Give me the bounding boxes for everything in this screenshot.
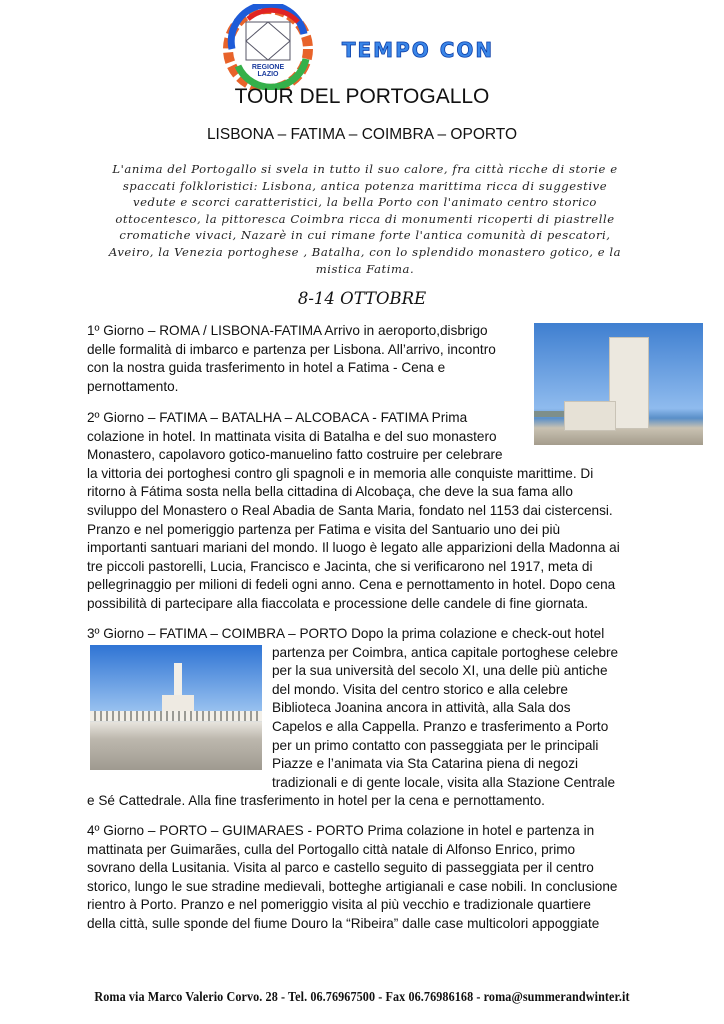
day-text-line: per un primo contatto con passeggiata per le principali bbox=[272, 737, 599, 753]
svg-text:TEMPO CON: TEMPO CON bbox=[341, 38, 495, 62]
itinerary-subtitle: LISBONA – FATIMA – COIMBRA – OPORTO bbox=[206, 126, 518, 143]
svg-text:REGIONE: REGIONE bbox=[251, 64, 285, 71]
day-1-paragraph bbox=[87, 322, 496, 396]
day-text-line: pernottamento. bbox=[87, 378, 179, 394]
day-text-line: Piazze e l’animata via Sta Catarina piena di negozi bbox=[272, 756, 579, 772]
day-text-line: partenza per Coimbra, antica capitale portoghese celebre bbox=[272, 644, 619, 660]
day-text-line: per la sua università del secolo XI, una delle più antiche bbox=[272, 663, 608, 679]
day-text-line: importanti santuari mariani del mondo. Il luogo è legato alle apparizioni della Madonna ai bbox=[87, 540, 620, 556]
day-text-line: tre piccoli pastorelli, Lucia, Francisco e Jacinta, che si verificarono nel 1917, meta di bbox=[87, 558, 593, 574]
day-text-line: del mondo. Visita del centro storico e alla celebre bbox=[272, 681, 568, 697]
intro-line: mistica Fatima. bbox=[315, 261, 415, 276]
day-text-line: possibilità di partecipare alla fiaccolata e processione delle candele di fine giornata. bbox=[87, 595, 589, 611]
day-text-line: Capelos e alla Cappella. Pranzo e trasferimento a Porto bbox=[272, 718, 609, 734]
day-text-line: Biblioteca Joanina ancora in attività, alla Sala dos bbox=[272, 700, 571, 716]
day-text-line: 2º Giorno – FATIMA – BATALHA – ALCOBACA - FATIMA Prima bbox=[87, 410, 468, 425]
day-text-line: delle formalità di imbarco e partenza per Lisbona. All’arrivo, incontro bbox=[87, 341, 496, 357]
day-text-line: colazione in hotel. In mattinata visita di Batalha e del suo monastero bbox=[87, 428, 497, 444]
intro-line: cromatiche vivaci, Nazarè in cui rimane forte l'antica comunità di pescatori, bbox=[119, 228, 611, 243]
day-text-line: Monastero, capolavoro gotico-manuelino fatto costruire per celebrare bbox=[87, 447, 503, 463]
day-text-line: e Sé Cattedrale. Alla fine trasferimento in hotel per la cena e pernottamento. bbox=[87, 793, 545, 809]
day-text-line: 3º Giorno – FATIMA – COIMBRA – PORTO Dopo la prima colazione e check-out hotel bbox=[87, 626, 605, 641]
day-text-line: ritorno à Fátima sosta nella bella cittadina di Alcobaça, che deve la sua fama allo bbox=[87, 484, 573, 500]
day-4-paragraph bbox=[87, 822, 617, 934]
intro-line: ottocentesco, la pittoresca Coimbra ricca di monumenti ricoperti di piastrelle bbox=[115, 211, 615, 226]
day-text-line: 4º Giorno – PORTO – GUIMARAES - PORTO Prima colazione in hotel e partenza in bbox=[87, 823, 595, 838]
svg-text:LAZIO: LAZIO bbox=[257, 71, 279, 78]
day-text-line: sovrano della Lusitania. Visita al parco e castello seguito di passeggiata per il centro bbox=[87, 860, 594, 876]
day-text-line: pellegrinaggio per milioni di fedeli ogni anno. Cena e pernottamento in hotel. Dopo cena bbox=[87, 577, 616, 593]
day-text-line: sviluppo del Monastero o Real Abadia de Santa Maria, fondato nel 1153 dai cistercensi. bbox=[87, 502, 613, 518]
intro-line: L'anima del Portogallo si svela in tutto il suo calore, fra città ricche di storie e bbox=[112, 162, 618, 176]
day-text-line: con la nostra guida trasferimento in hotel a Fatima - Cena e bbox=[87, 360, 446, 376]
day-text-line: mattinata per Guimarães, culla del Portogallo città natale di Alfonso Enrico, primo bbox=[87, 841, 576, 857]
fatima-sanctuary-photo bbox=[90, 645, 262, 770]
footer-contact: Roma via Marco Valerio Corvo. 28 - Tel. 06.76967500 - Fax 06.76986168 - roma@summerandwinter.it bbox=[94, 989, 630, 1004]
document-title: TOUR DEL PORTOGALLO bbox=[234, 85, 490, 108]
intro-line: spaccati folkloristici: Lisbona, antica potenza marittima ricca di suggestive bbox=[122, 178, 608, 193]
intro-paragraph bbox=[80, 161, 650, 277]
day-text-line: la vittoria dei portoghesi contro gli spagnoli e in memoria alle conquiste marittime. Di bbox=[87, 465, 594, 481]
day-text-line: Pranzo e nel pomeriggio partenza per Fatima e visita del Santuario uno dei più bbox=[87, 521, 561, 537]
tour-dates: 8-14 OTTOBRE bbox=[297, 289, 427, 308]
day-text-line: storico, lungo le sue stradine medievali, botteghe artigianali e case nobili. In conclusione bbox=[87, 878, 618, 894]
belem-tower-photo bbox=[534, 323, 703, 445]
day-text-line: rientro à Porto. Pranzo e nel pomeriggio visita al più vecchio e tradizionale quartiere bbox=[87, 897, 591, 913]
intro-line: vedute e scorci caratteristici, la bella Porto con l'animato centro storico bbox=[133, 195, 597, 210]
day-text-line: tradizionali e di gente locale, visita alla Stazione Centrale bbox=[272, 774, 616, 790]
day-text-line: della città, sulle sponde del fiume Douro la “Ribeira” dalle case multicolori appoggiate bbox=[87, 915, 600, 931]
intro-line: Aveiro, la Venezia portoghese , Batalha, con lo splendido monastero gotico, e la bbox=[108, 244, 622, 259]
day-text-line: 1º Giorno – ROMA / LISBONA-FATIMA Arrivo in aeroporto,disbrigo bbox=[87, 323, 488, 338]
logo-regione-lazio-tempo-con bbox=[218, 4, 522, 90]
